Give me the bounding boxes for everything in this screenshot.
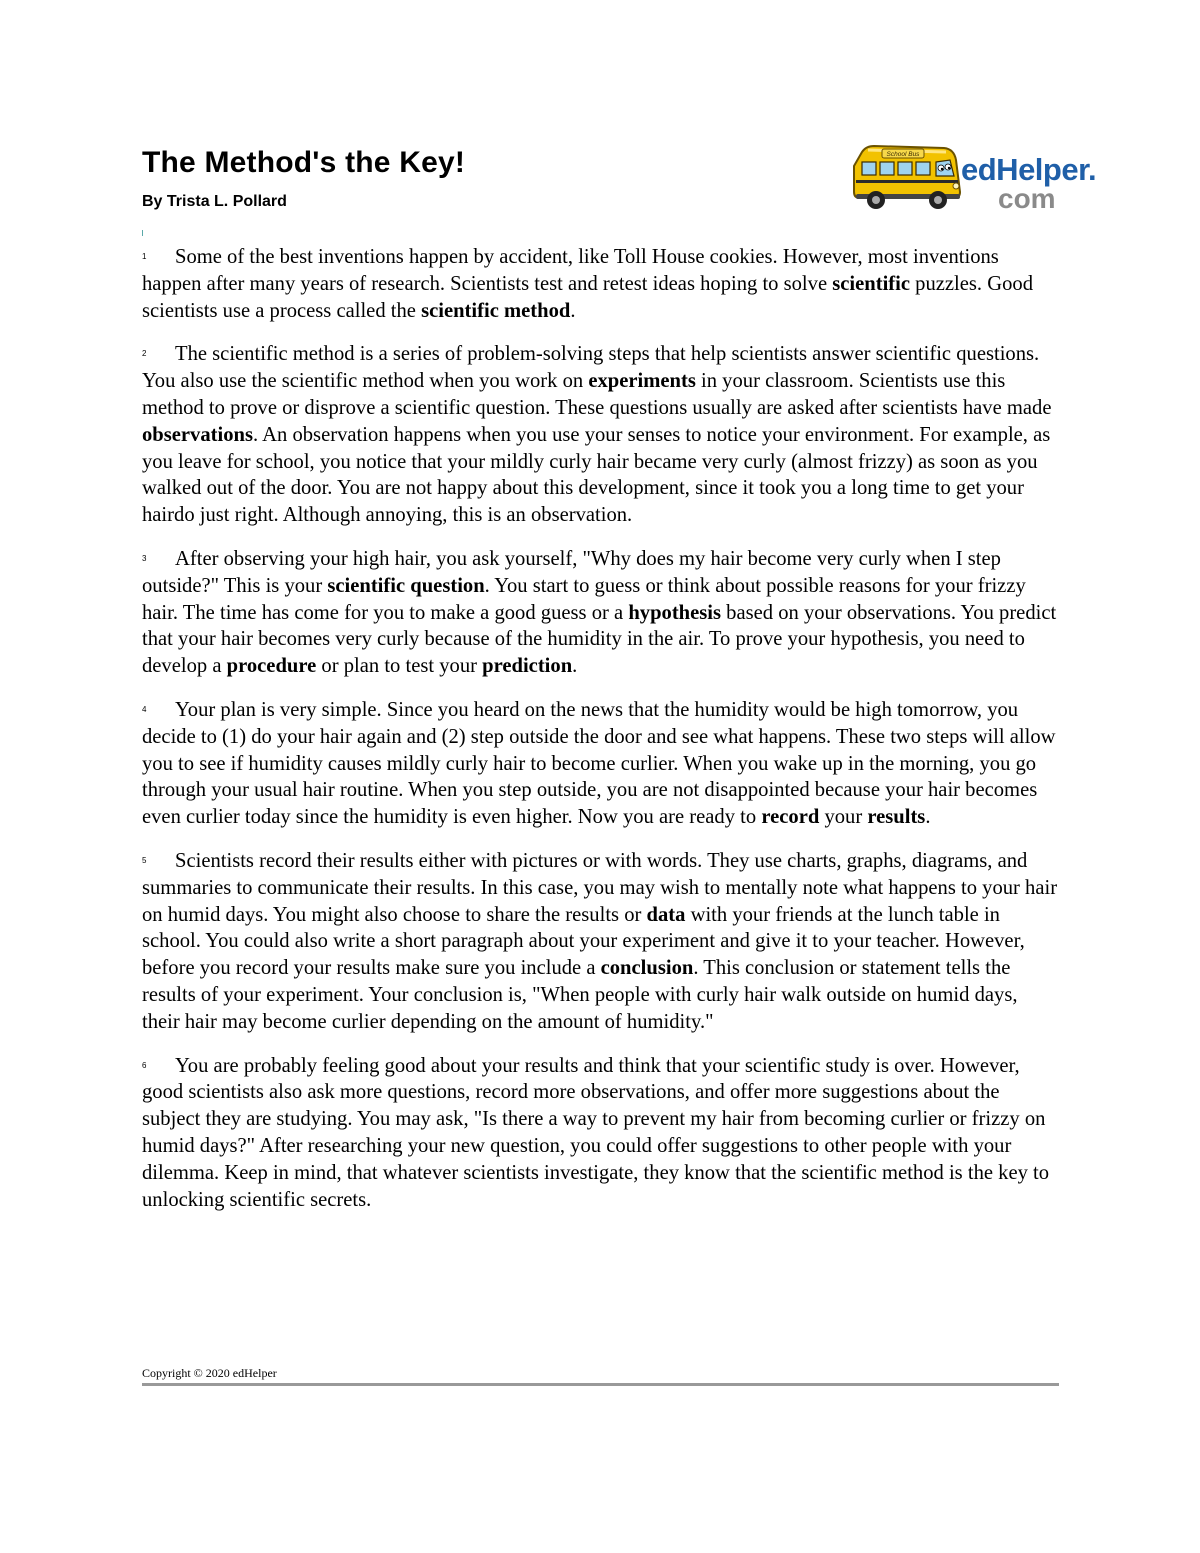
copyright-notice: Copyright © 2020 edHelper xyxy=(142,1366,277,1380)
paragraph-text: based on your observations. You predict that your hair becomes very curly because of the humidity in the air. To prove your hypothesis, you need to develop a xyxy=(142,601,1057,678)
paragraph-text: Scientists record their results either with pictures or with words. They use charts, graphs, diagrams, and summaries to communicate their results. In this case, you may wish to mentally note what happens to your hair on humid days. You might also choose to share the results or xyxy=(142,849,1058,926)
paragraph-number: 6 xyxy=(142,1060,147,1070)
key-term: data xyxy=(646,903,686,926)
key-term: record xyxy=(761,806,820,829)
footer-rule xyxy=(142,1383,1059,1386)
paragraph xyxy=(142,848,1060,1036)
key-term: scientific question xyxy=(327,574,485,597)
paragraph-text: . xyxy=(572,655,578,678)
logo-text-com: com xyxy=(998,183,1056,214)
paragraph-text: . xyxy=(925,806,931,829)
paragraph-text: . You start to guess or think about possible reasons for your frizzy hair. The time has come for you to make a good guess or a xyxy=(142,574,1026,624)
paragraph-text: your xyxy=(819,806,868,829)
paragraph xyxy=(142,546,1060,680)
key-term: prediction xyxy=(482,655,573,678)
article-body xyxy=(142,244,1060,1230)
page-title: The Method's the Key! xyxy=(142,146,466,179)
paragraph xyxy=(142,341,1060,529)
key-term: scientific xyxy=(832,272,911,295)
paragraph xyxy=(142,1053,1060,1214)
key-term: results xyxy=(867,806,926,829)
paragraph-number: 5 xyxy=(142,855,147,865)
key-term: conclusion xyxy=(600,957,694,980)
school-bus-icon xyxy=(854,146,960,209)
paragraph-text: . An observation happens when you use your senses to notice your environment. For example, as you leave for school, you notice that your mildly curly hair became very curly (almost frizzy) as soon as you walked out of the door. You are not happy about this development, since it took you a long time to get your hairdo just right. Although annoying, this is an observation. xyxy=(142,423,1051,527)
paragraph-number: 3 xyxy=(142,553,147,563)
logo-text-edhelper: edHelper. xyxy=(961,152,1097,187)
paragraph-text: . This conclusion or statement tells the results of your experiment. Your conclusion is, "When people with curly hair walk outside on humid days, their hair may become curlier depending on the amount of humidity." xyxy=(142,957,1018,1033)
key-term: procedure xyxy=(226,655,317,678)
paragraph-text: Your plan is very simple. Since you heard on the news that the humidity would be high tomorrow, you decide to (1) do your hair again and (2) step outside the door and see what happens. These two steps will allow you to see if humidity causes mildly curly hair to become curlier. When you wake up in the morning, you go through your usual hair routine. When you step outside, you are not disappointed because your hair becomes even curlier today since the humidity is even higher. Now you are ready to xyxy=(142,698,1056,829)
bus-sign-text: School Bus xyxy=(886,151,920,158)
edhelper-logo xyxy=(848,136,1097,222)
paragraph-number: 2 xyxy=(142,349,147,359)
paragraph xyxy=(142,244,1060,324)
margin-mark xyxy=(142,230,143,236)
key-term: observations xyxy=(142,423,253,446)
paragraph-text: or plan to test your xyxy=(316,655,483,678)
author-byline: By Trista L. Pollard xyxy=(142,193,287,210)
paragraph-text: in your classroom. Scientists use this method to prove or disprove a scientific question. These questions usually are asked after scientists have made xyxy=(142,370,1052,419)
paragraph xyxy=(142,697,1060,831)
paragraph-text: Some of the best inventions happen by accident, like Toll House cookies. However, most inventions happen after many years of research. Scientists test and retest ideas hoping to solve xyxy=(142,246,999,295)
paragraph-text: The scientific method is a series of problem-solving steps that help scientists answer scientific questions. You also use the scientific method when you work on xyxy=(142,343,1040,393)
paragraph-text: with your friends at the lunch table in school. You could also write a short paragraph about your experiment and give it to your teacher. However, before you record your results make sure you include a xyxy=(142,903,1025,980)
worksheet-page xyxy=(142,0,1097,1553)
paragraph-text: After observing your high hair, you ask yourself, "Why does my hair become very curly when I step outside?" This is your xyxy=(142,547,1001,597)
paragraph-number: 4 xyxy=(142,704,147,714)
paragraph-text: . xyxy=(570,299,576,322)
paragraph-text: puzzles. Good scientists use a process called the xyxy=(142,272,1033,322)
key-term: experiments xyxy=(588,370,696,393)
key-term: hypothesis xyxy=(628,601,722,624)
paragraph-text: You are probably feeling good about your results and think that your scientific study is over. However, good scientists also ask more questions, record more observations, and offer more suggestions about the subject they are studying. You may ask, "Is there a way to prevent my hair from becoming curlier or frizzy on humid days?" After researching your new question, you could offer suggestions to other people with your dilemma. Keep in mind, that whatever scientists investigate, they know that the scientific method is the key to unlocking scientific secrets. xyxy=(142,1054,1050,1211)
paragraph-number: 1 xyxy=(142,252,147,261)
key-term: scientific method xyxy=(421,299,571,322)
